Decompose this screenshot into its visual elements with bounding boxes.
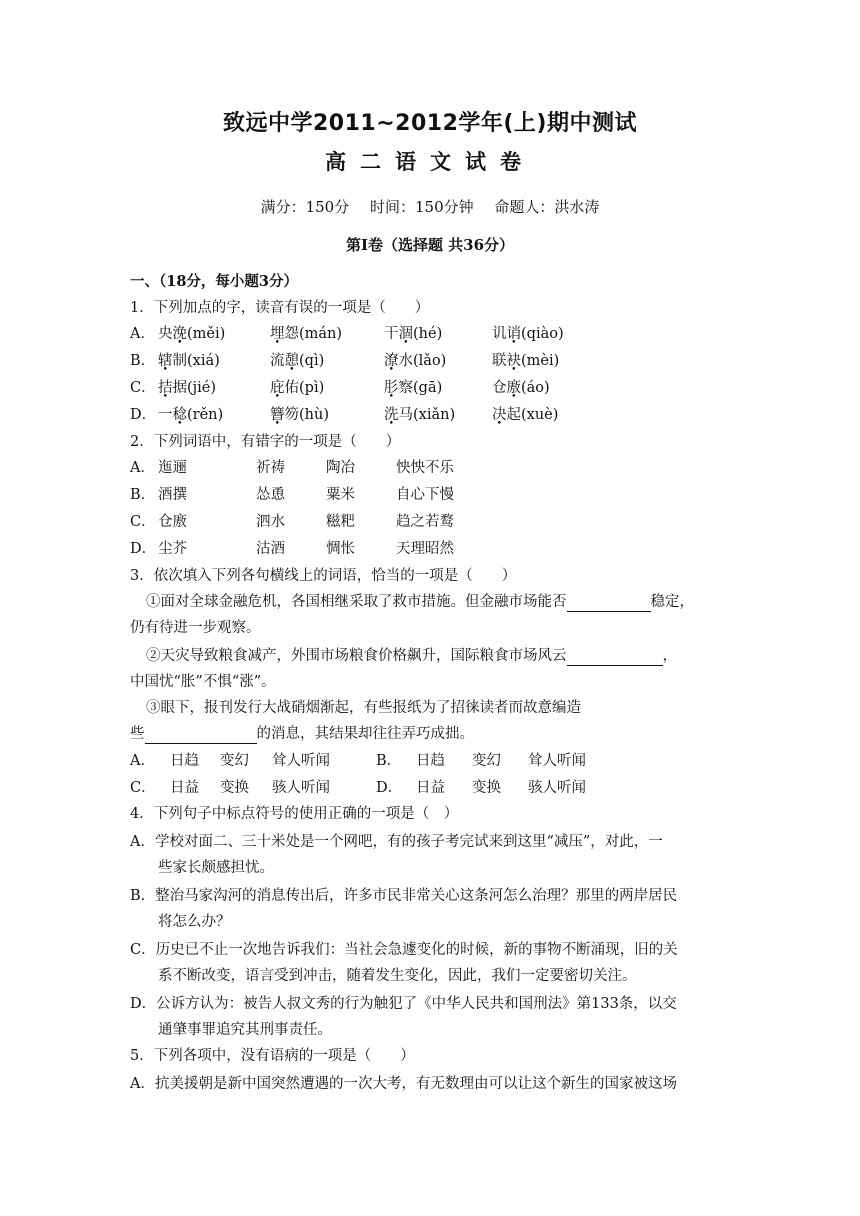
exam-title: 致远中学2011~2012学年(上)期中测试 [222,111,637,136]
question-1-stem: 1．下列加点的字，读音有误的一项是（ ） [130,300,430,316]
question-4-option-a-cont: 些家长颇感担忧。 [158,860,274,876]
option-word: 联袂(mèi) [492,353,560,369]
question-2-option [130,512,516,532]
volume-heading: 第Ⅰ卷（选择题 共36分） [345,236,515,254]
question-3-sentence-3: ③眼下，报刊发行大战硝烟渐起，有些报纸为了招徕读者而故意编造 [146,700,581,716]
question-3-sentence-1-cont: 仍有待进一步观察。 [130,620,261,636]
question-3-sentence-1: ①面对全球金融危机，各国相继采取了救市措施。但金融市场能否 稳定， [146,594,694,610]
option-word: 陶冶 [326,460,355,476]
option-label: B． [130,353,156,369]
option-word: 仓廒 [158,514,187,530]
question-1-option [130,405,612,425]
option-word: 沽酒 [256,541,285,557]
option-label: C． [130,514,156,530]
option-word: 决起(xuè) [492,407,559,423]
question-4-option-a: A．学校对面二、三十米处是一个网吧，有的孩子考完试来到这里“减压”，对此，一 [130,834,663,850]
option-label: D． [130,541,157,557]
option-word: 惆怅 [326,541,355,557]
question-3-options-cd: C． 日益 变换 骇人听闻 D． 日益 变换 骇人听闻 [130,780,586,796]
question-4-option-c-cont: 系不断改变，语言受到冲击，随着发生变化，因此，我们一定要密切关注。 [158,968,637,984]
option-label: B． [130,487,156,503]
option-word: 趋之若鹜 [396,514,454,530]
option-word: 粟米 [326,487,355,503]
option-word: 泗水 [256,514,285,530]
option-word: 央浼(měi) [158,326,226,342]
option-word: 一稔(rěn) [158,407,224,423]
option-word: 辖制(xiá) [158,353,220,369]
question-3-options-ab: A． 日趋 变幻 耸人听闻 B． 日趋 变幻 耸人听闻 [130,753,586,769]
question-5-stem: 5．下列各项中，没有语病的一项是（ ） [130,1048,415,1064]
exam-subtitle: 高二语文试卷 [325,150,535,174]
question-2-option [130,485,516,505]
option-word: 尘芥 [158,541,187,557]
question-2-option [130,539,516,559]
option-word: 洗马(xiǎn) [384,407,456,423]
question-2-stem: 2．下列词语中，有错字的一项是（ ） [130,434,401,450]
option-label: A． [130,326,155,342]
option-word: 怂恿 [256,487,285,503]
option-label: A． [130,460,155,476]
option-word: 肜察(gā) [384,380,443,396]
exam-author: 命题人：洪水涛 [494,198,600,216]
answer-blank [567,649,663,666]
option-word: 酒撰 [158,487,187,503]
option-word: 糍粑 [326,514,355,530]
option-word: 天理昭然 [396,541,454,557]
option-label: C． [130,380,156,396]
question-1-option [130,324,612,344]
question-4-option-d-cont: 通肇事罪追究其刑事责任。 [158,1022,332,1038]
question-4-stem: 4．下列句子中标点符号的使用正确的一项是（ ） [130,806,459,822]
option-word: 拮据(jié) [158,380,217,396]
option-word: 讥诮(qiào) [492,326,564,342]
answer-blank [567,595,651,612]
question-5-option-a: A．抗美援朝是新中国突然遭遇的一次大考，有无数理由可以让这个新生的国家被这场 [130,1076,677,1092]
full-marks: 满分：150分 [260,198,350,216]
option-word: 怏怏不乐 [396,460,454,476]
question-3-stem: 3．依次填入下列各句横线上的词语，恰当的一项是（ ） [130,568,517,584]
option-word: 仓廒(áo) [492,380,550,396]
option-word: 祈祷 [256,460,285,476]
question-3-sentence-2-cont: 中国忧“胀”不惧“涨”。 [130,674,276,690]
option-word: 潦水(lǎo) [384,353,447,369]
option-word: 干涸(hé) [384,326,443,342]
question-4-option-b-cont: 将怎么办？ [158,914,231,930]
question-1-option [130,378,612,398]
question-3-sentence-3-cont: 些 的消息，其结果却往往弄巧成拙。 [130,726,474,742]
question-4-option-c: C．历史已不止一次地告诉我们：当社会急遽变化的时候，新的事物不断涌现，旧的关 [130,942,678,958]
option-word: 迤逦 [158,460,187,476]
question-4-option-b: B．整治马家沟河的消息传出后，许多市民非常关心这条河怎么治理？那里的两岸居民 [130,888,678,904]
option-word: 流憩(qì) [270,353,325,369]
question-1-option [130,351,612,371]
question-2-option [130,458,516,478]
option-label: D． [130,407,157,423]
option-word: 埋怨(mán) [270,326,343,342]
exam-time: 时间：150分钟 [369,198,474,216]
exam-meta [0,196,860,217]
answer-blank [145,727,257,744]
section-heading: 一、（18分，每小题3分） [130,273,299,290]
option-word: 簪笏(hù) [270,407,329,423]
question-3-sentence-2: ②天灾导致粮食减产，外围市场粮食价格飙升，国际粮食市场风云 ， [146,648,677,664]
question-4-option-d: D．公诉方认为：被告人叔文秀的行为触犯了《中华人民共和国刑法》第133条，以交 [130,996,677,1012]
option-word: 庇佑(pì) [270,380,325,396]
option-word: 自心下慢 [396,487,454,503]
